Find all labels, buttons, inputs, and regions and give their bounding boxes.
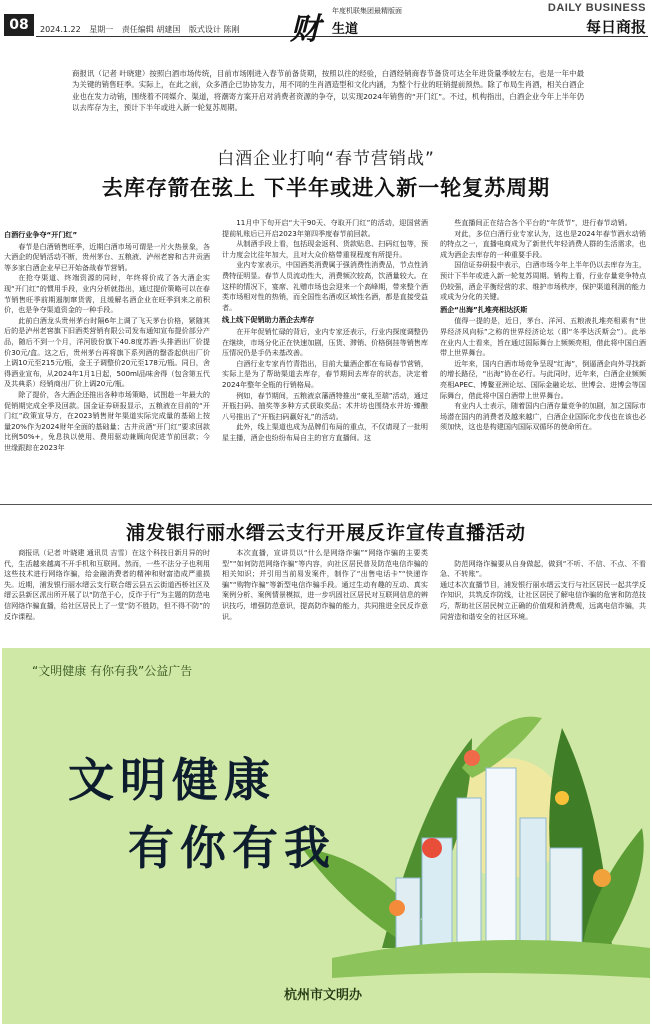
section-glyph: 财 <box>290 12 318 47</box>
story1-column-2 <box>222 218 428 443</box>
paragraph: 在抢夺渠道、终端资源的同时，年终将价成了各大酒企实现“开门红”的惯用手段，业内分析就指出，通过提价策略可以在春节销售旺季前期遏制窜货需，且缓解名酒企业在旺季到来之前积价，也是争夺渠道资金的一种手段。 <box>4 273 210 315</box>
flower-shape <box>422 838 442 858</box>
story1-lead: 商报讯（记者 叶晓建）按照白酒市场传统，目前市场刚进入春节前备货期，按照以往的经验，白酒经销商春节备货可达全年进货量季较左右，也是一年中最为关键的销售旺季。实际上，在此之前，众多酒企已协协发力，用不同的生肖酒造型和文化内涵，为整个行业的旺销提前预热。除了布局生肖酒，相关白酒企业也在发力动销，围绕着不同媒介、渠道，将潮寄方案开启对消费者资源的争夺，以实现2024年销售的“开门红”。不过，机构指出，白酒企业今年上半年仍以去库存为主，预计下半年或进入新一轮复苏周期。 <box>72 69 584 112</box>
paragraph: 春节是白酒销售旺季，近期白酒市场可谓是一片火热景象，各大酒企的促销活动不断，贵州茅台、五粮液、泸州老窖和古井贡酒等多家白酒企业早已开始备战春节营销。 <box>4 241 210 272</box>
paragraph: 此外，线上渠道也成为品牌们布局的重点，不仅请现了一批明星主播，酒企也纷纷布局自主的官方直播间。这 <box>222 422 428 442</box>
public-service-ad <box>2 648 650 1024</box>
ad-headline-1: 文明健康 <box>68 753 276 807</box>
paragraph: 本次直播，宣讲员以“什么是网络诈骗”“网络诈骗的主要类型”“如何防范网络诈骗”等内容，向社区居民普及防范电信诈骗的相关知识；并引用当前易发案件，制作了“出售电话卡”“快递诈骗”“购物诈骗”等新型电信诈骗手段。通过生动有趣的互动、真实案例分析、案例情景模拟，进一步巩固社区居民对互联网信息的辨识技巧，增强防范意识，提高防诈骗的能力，共同推进全民反诈意识。 <box>222 548 428 621</box>
flower-shape <box>593 869 611 887</box>
issue-meta <box>40 24 245 35</box>
paragraph: 国信证券研报中表示，白酒市场今年上半年仍以去库存为主，预计下半年或进入新一轮复苏周期。销构上看，行业存量竞争特点仍较强，酒企平衡经营的求、维护市场秩序，保护渠道利润的能力或成为分化的关键。 <box>440 260 646 302</box>
issue-date: 2024.1.22 <box>40 25 81 34</box>
flower-shape <box>555 791 569 805</box>
story1-title: 去库存箭在弦上 下半年或进入新一轮复苏周期 <box>101 176 551 200</box>
story1-column-1 <box>4 228 210 453</box>
story2-title: 浦发银行丽水缙云支行开展反诈宣传直播活动 <box>125 522 526 544</box>
paragraph: 商报讯（记者 叶晓建 通讯员 吉雪）在这个科技日新月异的时代，生活越来越离不开手机和互联网。然而，一些不法分子也利用这些技术进行网络诈骗，给金融消费者的精神和财富造成严重损失。近期，浦发银行丽水缙云支行联合缙云县五云街道西桥社区及缙云县新区派出所开展了以“防范于心，反诈于行”为主题的防范电信网络诈骗直播，给社区居民上了一堂“防不胜防，但不得不防”的反诈课程。 <box>4 548 210 621</box>
story1-subtitle: 白酒企业打响“春节营销战” <box>217 149 435 169</box>
ad-organization: 杭州市文明办 <box>284 988 363 1003</box>
paragraph: 些直播间正在结合各个平台的“年货节”，进行春节动销。 <box>454 218 632 227</box>
paper-name-en: DAILY BUSINESS <box>547 2 646 14</box>
flower-shape <box>464 750 480 766</box>
story2-column-1 <box>4 548 210 644</box>
story-divider <box>0 504 652 505</box>
story1-column-3 <box>440 218 646 433</box>
flower-shape <box>389 900 405 916</box>
paragraph: 例如，春节期间，五粮液京藩酒特推出“豪礼至瑞”活动，通过开瓶扫码、抽奖等多种方式获取奖品；术井坊也围绕水井坊·臻酿八号推出了“开瓶扫码赢好礼”的活动。 <box>222 390 428 421</box>
paragraph: 有业内人士表示，随着国内白酒存量竞争的加剧，加之国际市场潜在国内的消费者及越来越广，白酒企业国际化步伐也在该也必须加快，这也是构建国内国际双循环的使命所在。 <box>440 401 646 432</box>
ground-shape <box>332 940 650 978</box>
issue-designer: 版式设计 陈刚 <box>188 25 240 34</box>
issue-weekday: 星期一 <box>89 25 114 34</box>
paragraph: 值得一提的是，近日，茅台、洋河、五粮液扎堆亮相素有“世界经济风向标”之称的世界经济论坛（即“冬季达沃斯会”）。此举在业内人士看来，旨在通过国际舞台上频频亮相，借此将中国白酒带上世界舞台。 <box>440 316 646 358</box>
building-shape <box>520 818 546 958</box>
building-shape <box>457 798 481 958</box>
ad-headline-2: 有你有我 <box>128 821 336 875</box>
story2-column-2 <box>222 548 428 644</box>
paragraph: 从制酒手段上看，包括现金返利、货款贴息、扫码红包等，预计力度会比往年加大，且对大众价格带重视程度有所提升。 <box>222 239 428 259</box>
story2-column-3 <box>440 548 646 644</box>
section-heading: 酒企“出海”扎堆亮相达沃斯 <box>440 304 528 314</box>
page-header <box>0 0 652 47</box>
paragraph: 在开年促销忙碌的背后，业内专家还表示，行业内探度调整仍在继续，市场分化正在快速加剧，压货、滞销、价格倒挂等销售库压情况仍是手仍未基改善。 <box>222 326 428 358</box>
page-number: 08 <box>4 14 34 36</box>
section-slogan: 年度机联集团最精版面 <box>332 7 402 15</box>
section-heading: 白酒行业争夺“开门红” <box>4 230 78 239</box>
issue-editor: 责任编辑 胡建国 <box>121 25 181 34</box>
paragraph: 业内专家表示，中国酒类消费属于强消费性消费品，节点性消费特征明显。春节人员流动性大，消费频次较高，饮酒量较大。在这样的情况下，宴席、礼赠市场也会迎来一个高峰期，带来整个酒类市场相对性的热销，而全国性名酒或区域性名酒，都是直接受益者。 <box>222 260 428 312</box>
paragraph: 近年来，国内白酒市场竞争呈现“红海”，倒逼酒企向外寻找新的增长路径，“出海”协在必行。与此同时，近年来，白酒企业频频亮相APEC、博鳌亚洲论坛、国际金融论坛、世博会、进博会等国际舞台，借此将中国白酒带上世界舞台。 <box>440 358 646 400</box>
building-shape <box>486 768 516 958</box>
paragraph: 对此，多位白酒行业专家认为，这也是2024年春节酒水动销的特点之一，直播电商成为了新世代年轻消费人群的生活需求，也成为酒企去库存的一种重要手段。 <box>440 228 646 259</box>
paragraph: 此前白酒龙头贵州茅台时隔6年上调了飞天茅台价格，紧随其后的是泸州老窖旗下旧酒类营销有限公司发布通知宣布提价部分产品，随后不到一个月，洋河股份旗下40.8度苏酒·头排酒出厂价提价30元/盒。这之后，贵州茅台再将旗下系列酒的罄香起供出厂价上调10元至215元/瓶，金王子调整价20元至178元/瓶。同日，舍得酒业宣布，从2024年1月1日起，500ml品味舍得（包含第五代及共典系）经销商出厂价上调20元/瓶。 <box>4 315 210 389</box>
section-name: 生道 <box>332 22 359 37</box>
paragraph: 白酒行业专家肖竹青指出，目前大量酒企都在布局春节营销，实际上是为了帮助渠道去库存，春节期间去库存的状态，决定着2024年整年全瓶的行销格局。 <box>222 358 428 389</box>
paper-name-cn: 每日商报 <box>585 18 646 36</box>
paragraph: 除了提价，各大酒企还推出各种市场策略，试图趁一年最大的促销期完成全季及回款。国金证券研报显示，五粮液在目前的“开门红”政策宣导方，在2023销售财年渠道实际完成量的基础上按量20%作为2024财年全面的基础量；古井贡酒“开门红”要求回款比例50%+，免息执以使用、费用驱动兼顾向促进节前回款；今世缘跟踪在2023年 <box>4 389 210 452</box>
paragraph: 防范网络诈骗要从自身做起，做到“不听、不信、不点、不看急、不转账”。 通过本次直播节目，浦发银行丽水缙云支行与社区居民一起共学反诈知识，共筑反诈防线，让社区居民了解电信诈骗的危害和防范技巧，帮助社区居民树立正确的价值观和消费观，远离电信诈骗，共同营造和谐安全的社区环境。 <box>440 558 646 621</box>
section-heading: 线上线下促销助力酒企去库存 <box>222 315 315 325</box>
paragraph: 11月中下旬开启“大干90天、夺取开门红”的活动，迎国营酒提前轧账后已开启2023年第四季度春节前回款。 <box>222 218 428 238</box>
ad-tag: “文明健康 有你有我”公益广告 <box>32 664 193 678</box>
